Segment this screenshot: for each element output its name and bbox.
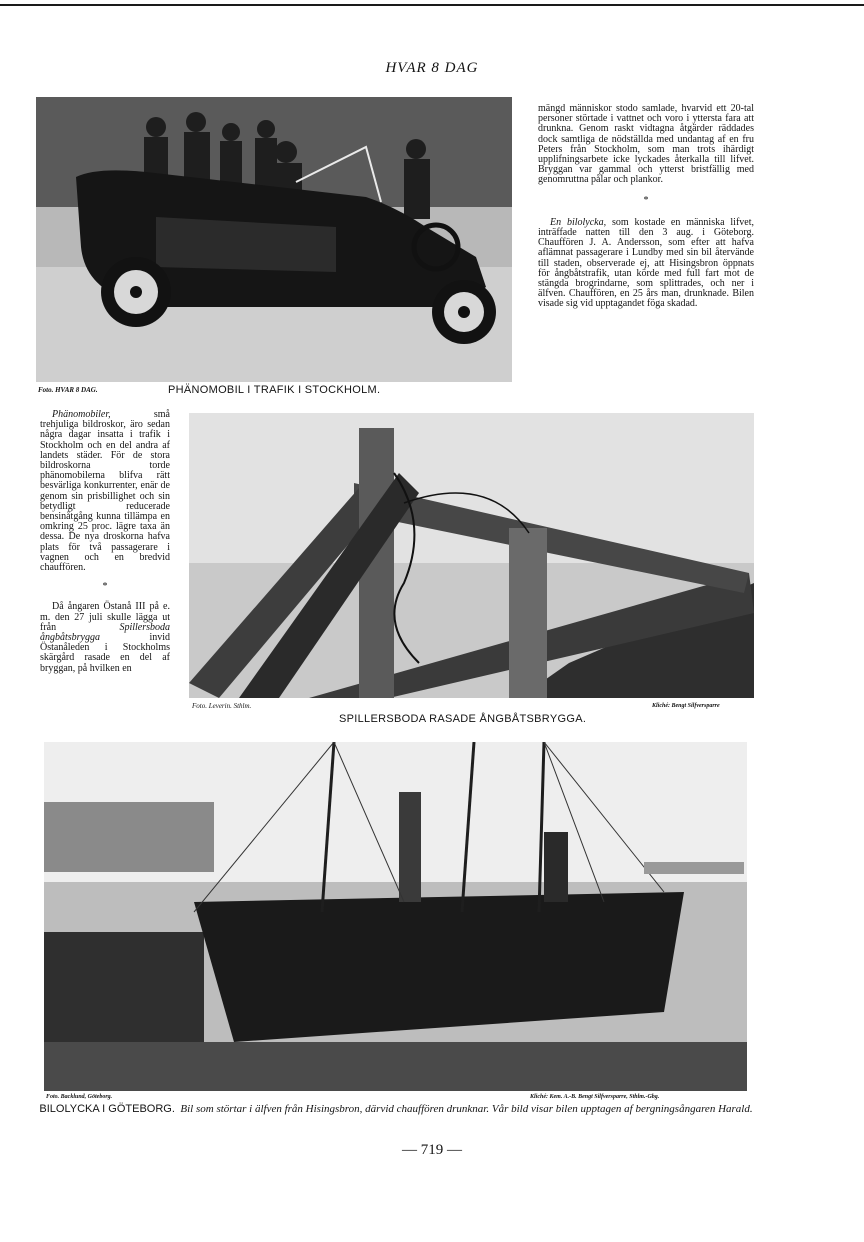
ship-photo-credit: Foto. Backlund, Göteborg. <box>46 1094 113 1100</box>
car-photo-caption: PHÄNOMOBIL I TRAFIK I STOCKHOLM. <box>168 384 381 396</box>
car-photo-credit: Foto. HVAR 8 DAG. <box>38 386 98 394</box>
article-place-name: Spillersboda ångbåtsbrygga <box>40 621 170 644</box>
caption-lead: BILOLYCKA I GÖTEBORG. <box>39 1103 175 1115</box>
article-body: som kostade en människa lifvet, inträffade natten till den 3 aug. i Göteborg. Chauffören J. A. Andersson, som efter att hafva aflämnat passagerare i Lundby med sin bil återvände till staden, observerade ej, att Hisingsbron öppnats för ångbåtstrafik, utan körde med full fart mot de stängda brogrindarne, som splittrades, och ner i älfven. Chauffören, en 25 års man, drunknade. Bilen visade sig vid upptagandet föga skadad. <box>538 216 754 310</box>
article-body: Då ångaren Östanå III på e. m. den 27 juli skulle lägga ut från <box>40 601 170 633</box>
ship-photo-caption <box>36 1103 756 1115</box>
pier-photo <box>189 413 754 698</box>
article-body: små trehjuliga bildroskor, äro sedan några dagar insatta i trafik i Stockholm och en del andra af landets städer. För de stora bildroskorna torde phänomobilerna blifva rätt besvärliga konkurrenter, enär de genom sin prisbillighet och sin betydligt reducerade bensinåtgång kunna tillämpa en omkring 25 proc. lägre taxa än dessa. De nya droskorna hafva plats för två passagerare i vagnen och en bredvid chauffören. <box>40 409 170 574</box>
pier-photo-caption: SPILLERSBODA RASADE ÅNGBÅTSBRYGGA. <box>339 713 587 725</box>
page-header: HVAR 8 DAG <box>385 60 479 76</box>
article-paragraph <box>40 410 170 573</box>
article-lead-in: En bilolycka, <box>550 216 607 228</box>
article-paragraph: mängd människor stodo samlade, hvarvid ett 20-tal personer störtade i vattnet och voro i yttersta fara att drunkna. Genom raskt vidtagna åtgärder räddades dock samtliga de nödställda med undantag af en fru Peters från Stockholm, som man trots ihärdigt upplifningsarbete icke lyckades återkalla till lifvet. Bryggan var gammal och ytterst bristfällig med genomruttna pålar och plankor. <box>538 103 754 186</box>
pier-photo-cliche: Kliché: Bengt Silfversparre <box>652 703 720 709</box>
pier-photo-credit: Foto. Leverin. Sthlm. <box>192 702 252 710</box>
article-column-left <box>40 410 170 683</box>
article-paragraph <box>538 218 754 310</box>
ship-photo <box>44 742 747 1091</box>
article-lead-in: Phänomobiler, <box>52 409 111 420</box>
article-body: invid Östanåleden i Stockholms skärgård rasade en del af bryggan, på hvilken en <box>40 632 170 674</box>
article-column-right <box>538 104 754 319</box>
phaenomobil-photo <box>36 97 512 382</box>
page-number: — 719 — <box>402 1142 462 1158</box>
section-separator: * <box>102 581 108 593</box>
article-paragraph <box>40 602 170 673</box>
top-rule <box>0 4 864 6</box>
ship-photo-cliche: Kliché: Kem. A.-B. Bengt Silfversparre, Sthlm.-Gbg. <box>530 1094 660 1100</box>
caption-text: Bil som störtar i älfven från Hisingsbron, därvid chauffören drunknar. Vår bild visar bilen upptagen af bergningsångaren Harald. <box>180 1103 753 1115</box>
section-separator: * <box>643 194 649 206</box>
